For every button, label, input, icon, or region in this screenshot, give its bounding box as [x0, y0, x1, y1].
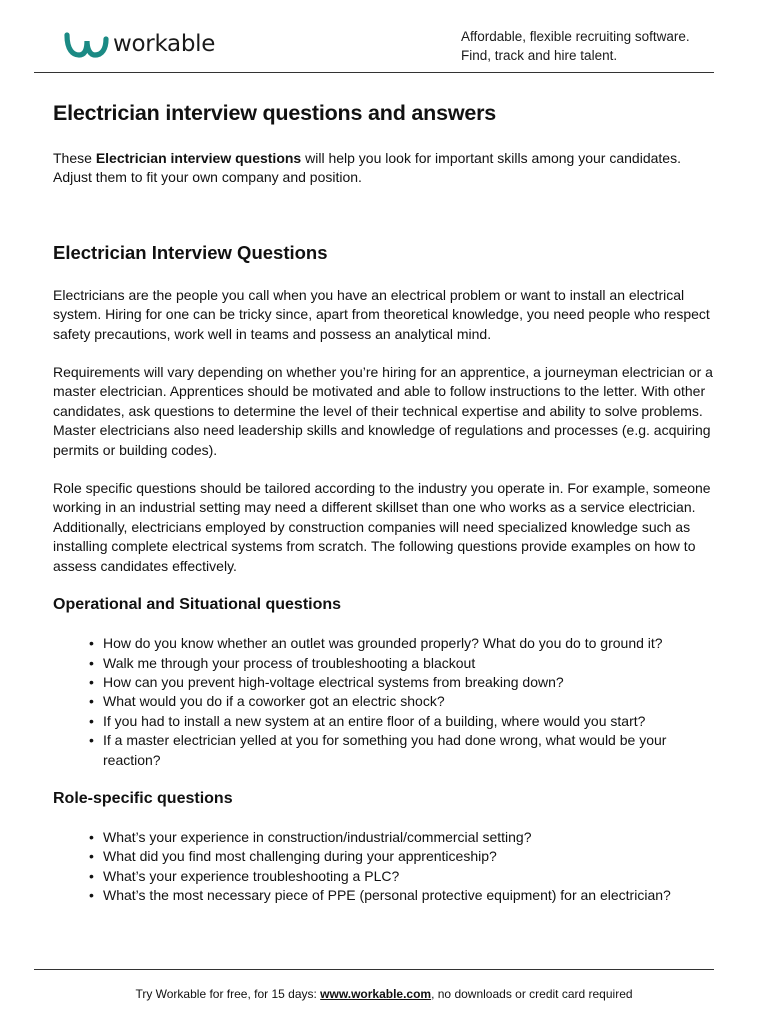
list-item: • Walk me through your process of troubleshooting a blackout — [103, 654, 713, 673]
tagline-line-2: Find, track and hire talent. — [461, 48, 618, 63]
operational-list — [53, 634, 713, 770]
intro-paragraph — [53, 149, 713, 188]
section-paragraph-1: Electricians are the people you call when you have an electrical problem or want to install an electrical system. Hiring for one can be tricky since, apart from theoretical knowledge, you need people who respect safety precautions, work well in teams and possess an analytical mind. — [53, 286, 710, 342]
role-specific-list — [53, 828, 713, 906]
section-heading: Electrician Interview Questions — [53, 241, 328, 263]
section-paragraph-3: Role specific questions should be tailored according to the industry you operate in. For example, someone working in an industrial setting may need a different skillset than one who works as a service electrician. Additionally, electricians employed by construction companies will need specialized knowledge such as installing complete electrical systems from scratch. The following questions provide examples on how to assess candidates effectively. — [53, 480, 711, 574]
list-item: • If a master electrician yelled at you for something you had done wrong, what would be your reaction? — [103, 731, 713, 770]
list-item: • What’s the most necessary piece of PPE (personal protective equipment) for an electrician? — [103, 886, 713, 905]
header-divider — [34, 72, 714, 73]
role-specific-heading: Role-specific questions — [53, 789, 233, 807]
workable-logo-icon — [64, 29, 110, 59]
list-item: • What’s your experience troubleshooting a PLC? — [103, 867, 713, 886]
footer-prefix: Try Workable for free, for 15 days: — [135, 987, 321, 1001]
page-title: Electrician interview questions and answers — [53, 101, 497, 125]
section-paragraph-2: Requirements will vary depending on whether you’re hiring for an apprentice, a journeyman electrician or a master electrician. Apprentices should be motivated and able to follow instructions to the letter. With other candidates, ask questions to determine the level of their technical expertise and ability to solve problems. Master electricians also need leadership skills and knowledge of regulations and processes (e.g. acquiring permits or building codes). — [53, 364, 713, 458]
tagline — [461, 27, 690, 65]
page-footer — [0, 987, 768, 1001]
intro-suffix: will help you look for important skills among your candidates. Adjust them to fit your own company and position. — [53, 150, 681, 186]
intro-prefix: These — [53, 150, 96, 166]
list-item: • What would you do if a coworker got an electric shock? — [103, 692, 713, 711]
footer-suffix: , no downloads or credit card required — [431, 987, 633, 1001]
footer-divider — [34, 969, 714, 970]
document-body — [53, 98, 713, 906]
list-item: • How can you prevent high-voltage electrical systems from breaking down? — [103, 673, 713, 692]
list-item: • If you had to install a new system at an entire floor of a building, where would you start? — [103, 712, 713, 731]
tagline-line-1: Affordable, flexible recruiting software. — [461, 29, 690, 44]
list-item: • How do you know whether an outlet was grounded properly? What do you do to ground it? — [103, 634, 713, 653]
workable-link[interactable]: www.workable.com — [320, 987, 432, 1001]
list-item: • What did you find most challenging during your apprenticeship? — [103, 847, 713, 866]
intro-bold: Electrician interview questions — [95, 150, 302, 166]
operational-heading: Operational and Situational questions — [53, 596, 342, 614]
page-header — [0, 0, 768, 74]
brand-name: workable — [113, 31, 216, 57]
workable-logo[interactable] — [64, 28, 215, 60]
list-item: • What’s your experience in construction/industrial/commercial setting? — [103, 828, 713, 847]
